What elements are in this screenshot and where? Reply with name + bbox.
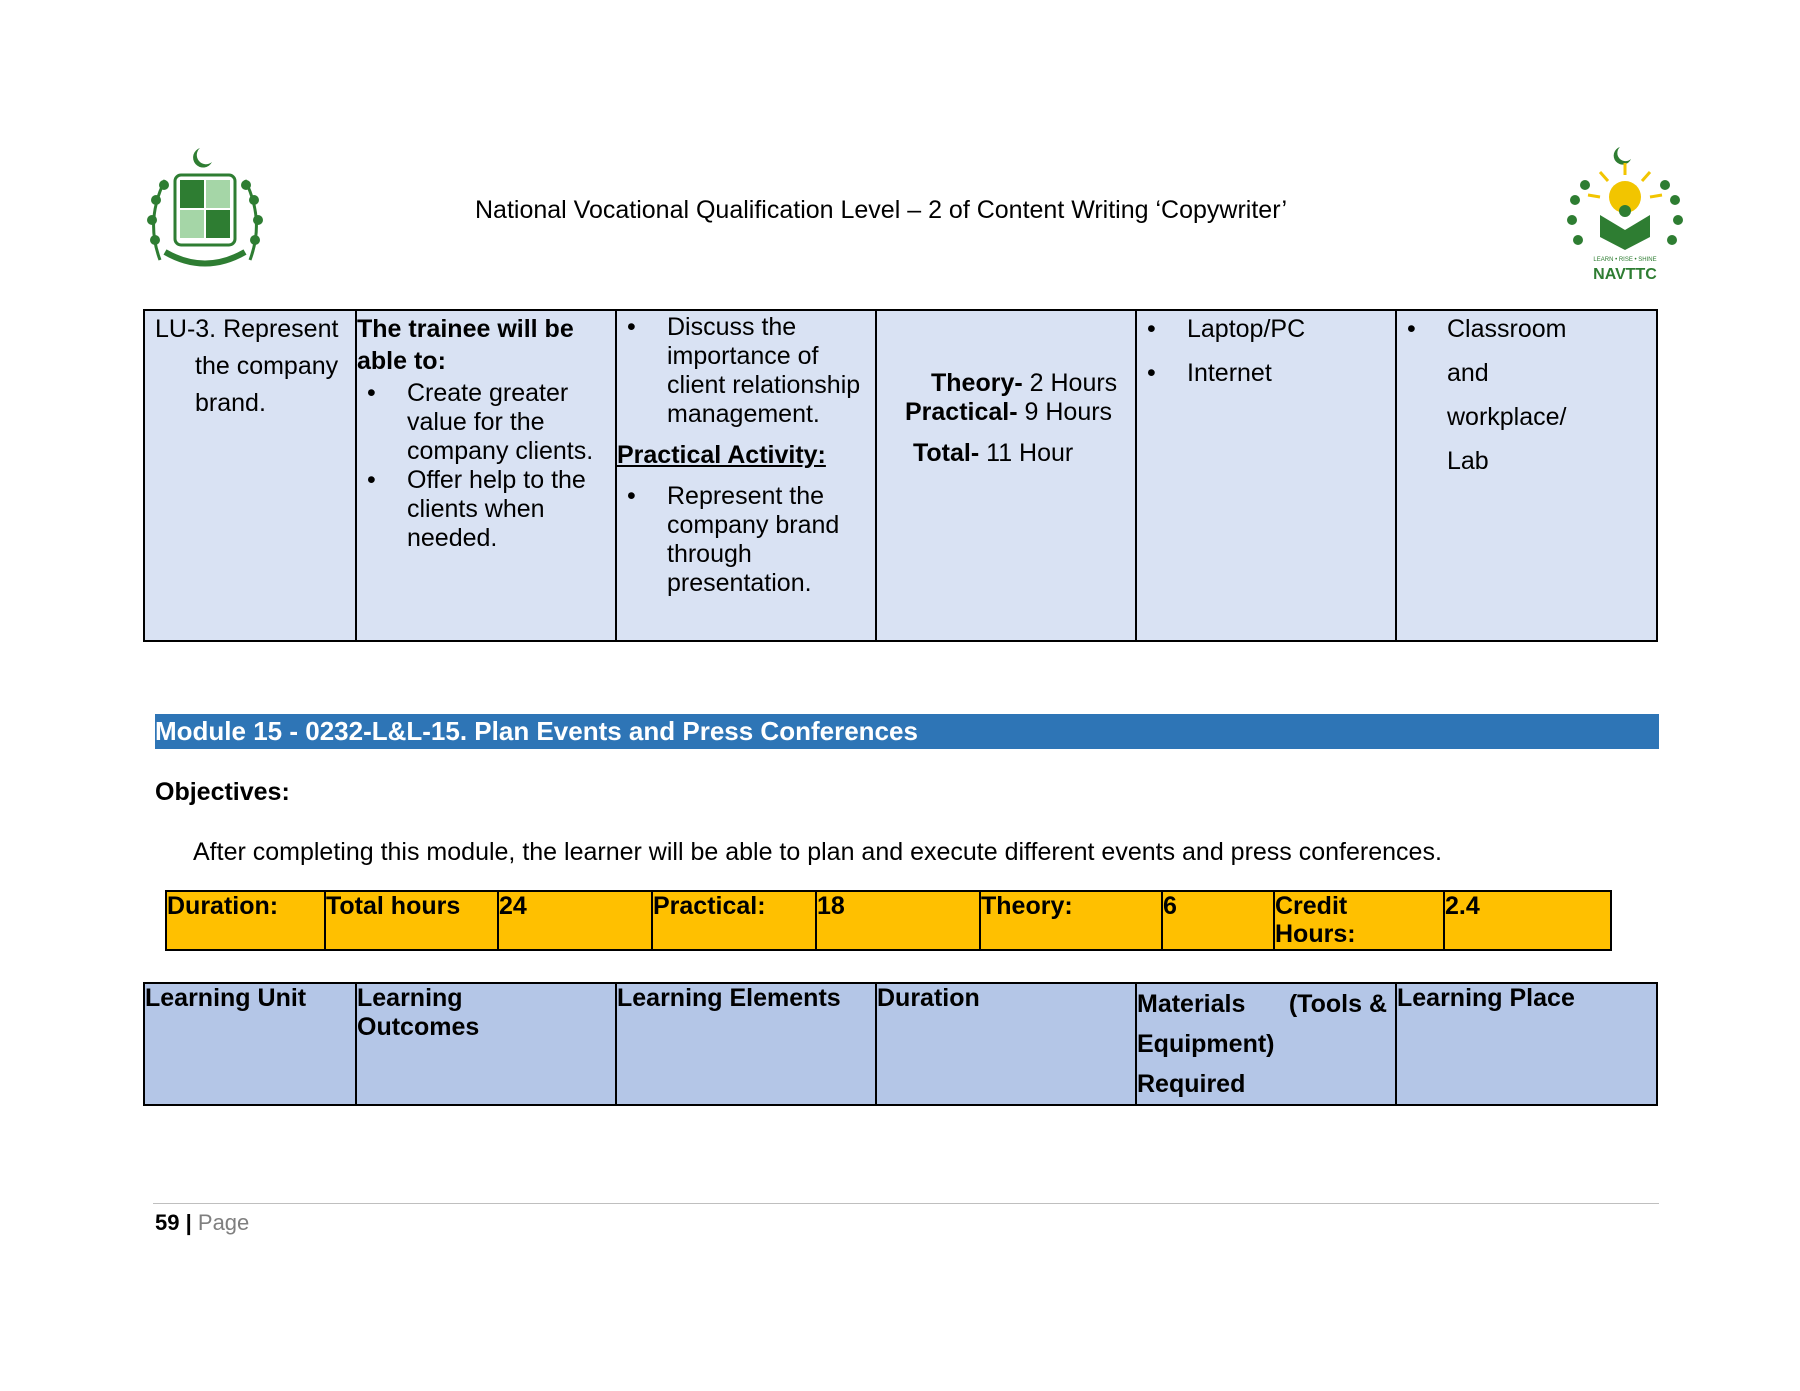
materials-list xyxy=(1137,307,1395,395)
place-line-1: Classroom xyxy=(1447,315,1567,343)
header-outcomes-line-1: Learning xyxy=(357,984,463,1012)
navttc-motto: LEARN • RISE • SHINE xyxy=(1593,257,1657,263)
document-header-title: National Vocational Qualification Level – 2 of Content Writing ‘Copywriter’ xyxy=(475,196,1287,224)
header-materials xyxy=(1136,983,1396,1105)
navttc-logo xyxy=(1560,145,1690,283)
credit-label-line-2: Hours: xyxy=(1275,920,1356,948)
header-outcomes-line-2: Outcomes xyxy=(357,1013,480,1041)
list-item: • Laptop/PC xyxy=(1137,307,1395,351)
place-list xyxy=(1397,307,1656,483)
outcomes-intro: The trainee will be able to: xyxy=(357,315,574,375)
header-learning-elements: Learning Elements xyxy=(616,983,876,1105)
header-materials-word: Materials xyxy=(1137,990,1246,1018)
place-line-3: workplace/ xyxy=(1447,403,1567,431)
list-item: • Internet xyxy=(1137,351,1395,395)
unit-line-1: LU-3. Represent xyxy=(155,315,339,343)
credit-hours-label xyxy=(1274,891,1444,950)
learning-elements-cell xyxy=(616,310,876,641)
unit-line-3: brand. xyxy=(195,389,266,417)
footer-divider xyxy=(153,1203,1659,1204)
theory-value: 2 Hours xyxy=(1029,369,1118,397)
module-title-bar: Module 15 - 0232-L&L-15. Plan Events and Press Conferences xyxy=(155,714,1659,749)
table-row xyxy=(144,310,1657,641)
learning-units-header-table xyxy=(143,982,1658,1106)
practical-label: Practical- xyxy=(905,398,1018,426)
page-number: 59 xyxy=(155,1210,180,1235)
theory-value: 6 xyxy=(1162,891,1274,950)
list-item xyxy=(1397,307,1656,483)
learning-unit-table xyxy=(143,309,1658,642)
total-hours-value: 24 xyxy=(498,891,652,950)
theory-hours xyxy=(877,369,1135,398)
practical-value: 18 xyxy=(816,891,980,950)
list-item: • Create greater value for the company clients. xyxy=(357,379,615,466)
header-learning-place: Learning Place xyxy=(1396,983,1657,1105)
theory-label: Theory- xyxy=(931,369,1023,397)
header-materials-line-2: Equipment) xyxy=(1137,1030,1275,1058)
outcomes-list xyxy=(357,379,615,553)
page-label: Page xyxy=(197,1210,250,1235)
learning-outcomes-cell xyxy=(356,310,616,641)
materials-cell xyxy=(1136,310,1396,641)
theory-label: Theory: xyxy=(980,891,1162,950)
list-item: • Discuss the importance of client relationship management. xyxy=(617,313,875,429)
page-separator: | xyxy=(185,1210,192,1235)
header-learning-outcomes xyxy=(356,983,616,1105)
practical-activity-heading: Practical Activity: xyxy=(617,441,826,469)
total-value: 11 Hour xyxy=(986,439,1074,467)
header-materials-line-1 xyxy=(1137,984,1395,1024)
practical-label: Practical: xyxy=(652,891,816,950)
total-hours-label: Total hours xyxy=(325,891,498,950)
page-footer xyxy=(155,1210,249,1236)
unit-line-2: the company xyxy=(195,352,339,380)
navttc-logo-text: NAVTTC xyxy=(1593,266,1657,283)
list-item: • Offer help to the clients when needed. xyxy=(357,466,615,553)
duration-label: Duration: xyxy=(166,891,325,950)
credit-label-line-1: Credit xyxy=(1275,892,1348,920)
objectives-heading: Objectives: xyxy=(155,778,290,806)
learning-unit-cell xyxy=(144,310,356,641)
header-materials-line-3: Required xyxy=(1137,1070,1246,1098)
learning-place-cell xyxy=(1396,310,1657,641)
objectives-text: After completing this module, the learner will be able to plan and execute different events and press conferences. xyxy=(193,838,1442,866)
total-hours xyxy=(877,439,1135,468)
list-item: • Represent the company brand through presentation. xyxy=(617,482,875,598)
table-row xyxy=(166,891,1611,950)
duration-summary-table xyxy=(165,890,1612,951)
government-emblem-logo xyxy=(140,140,270,280)
duration-cell xyxy=(876,310,1136,641)
practical-hours xyxy=(877,398,1135,427)
practical-value: 9 Hours xyxy=(1024,398,1113,426)
place-line-4: Lab xyxy=(1447,447,1489,475)
place-line-2: and xyxy=(1447,359,1489,387)
header-duration: Duration xyxy=(876,983,1136,1105)
practical-activity-list xyxy=(617,482,875,598)
elements-list xyxy=(617,313,875,429)
header-learning-unit: Learning Unit xyxy=(144,983,356,1105)
header-tools-word: (Tools & xyxy=(1288,990,1387,1018)
table-row xyxy=(144,983,1657,1105)
total-label: Total- xyxy=(913,439,980,467)
credit-hours-value: 2.4 xyxy=(1444,891,1611,950)
